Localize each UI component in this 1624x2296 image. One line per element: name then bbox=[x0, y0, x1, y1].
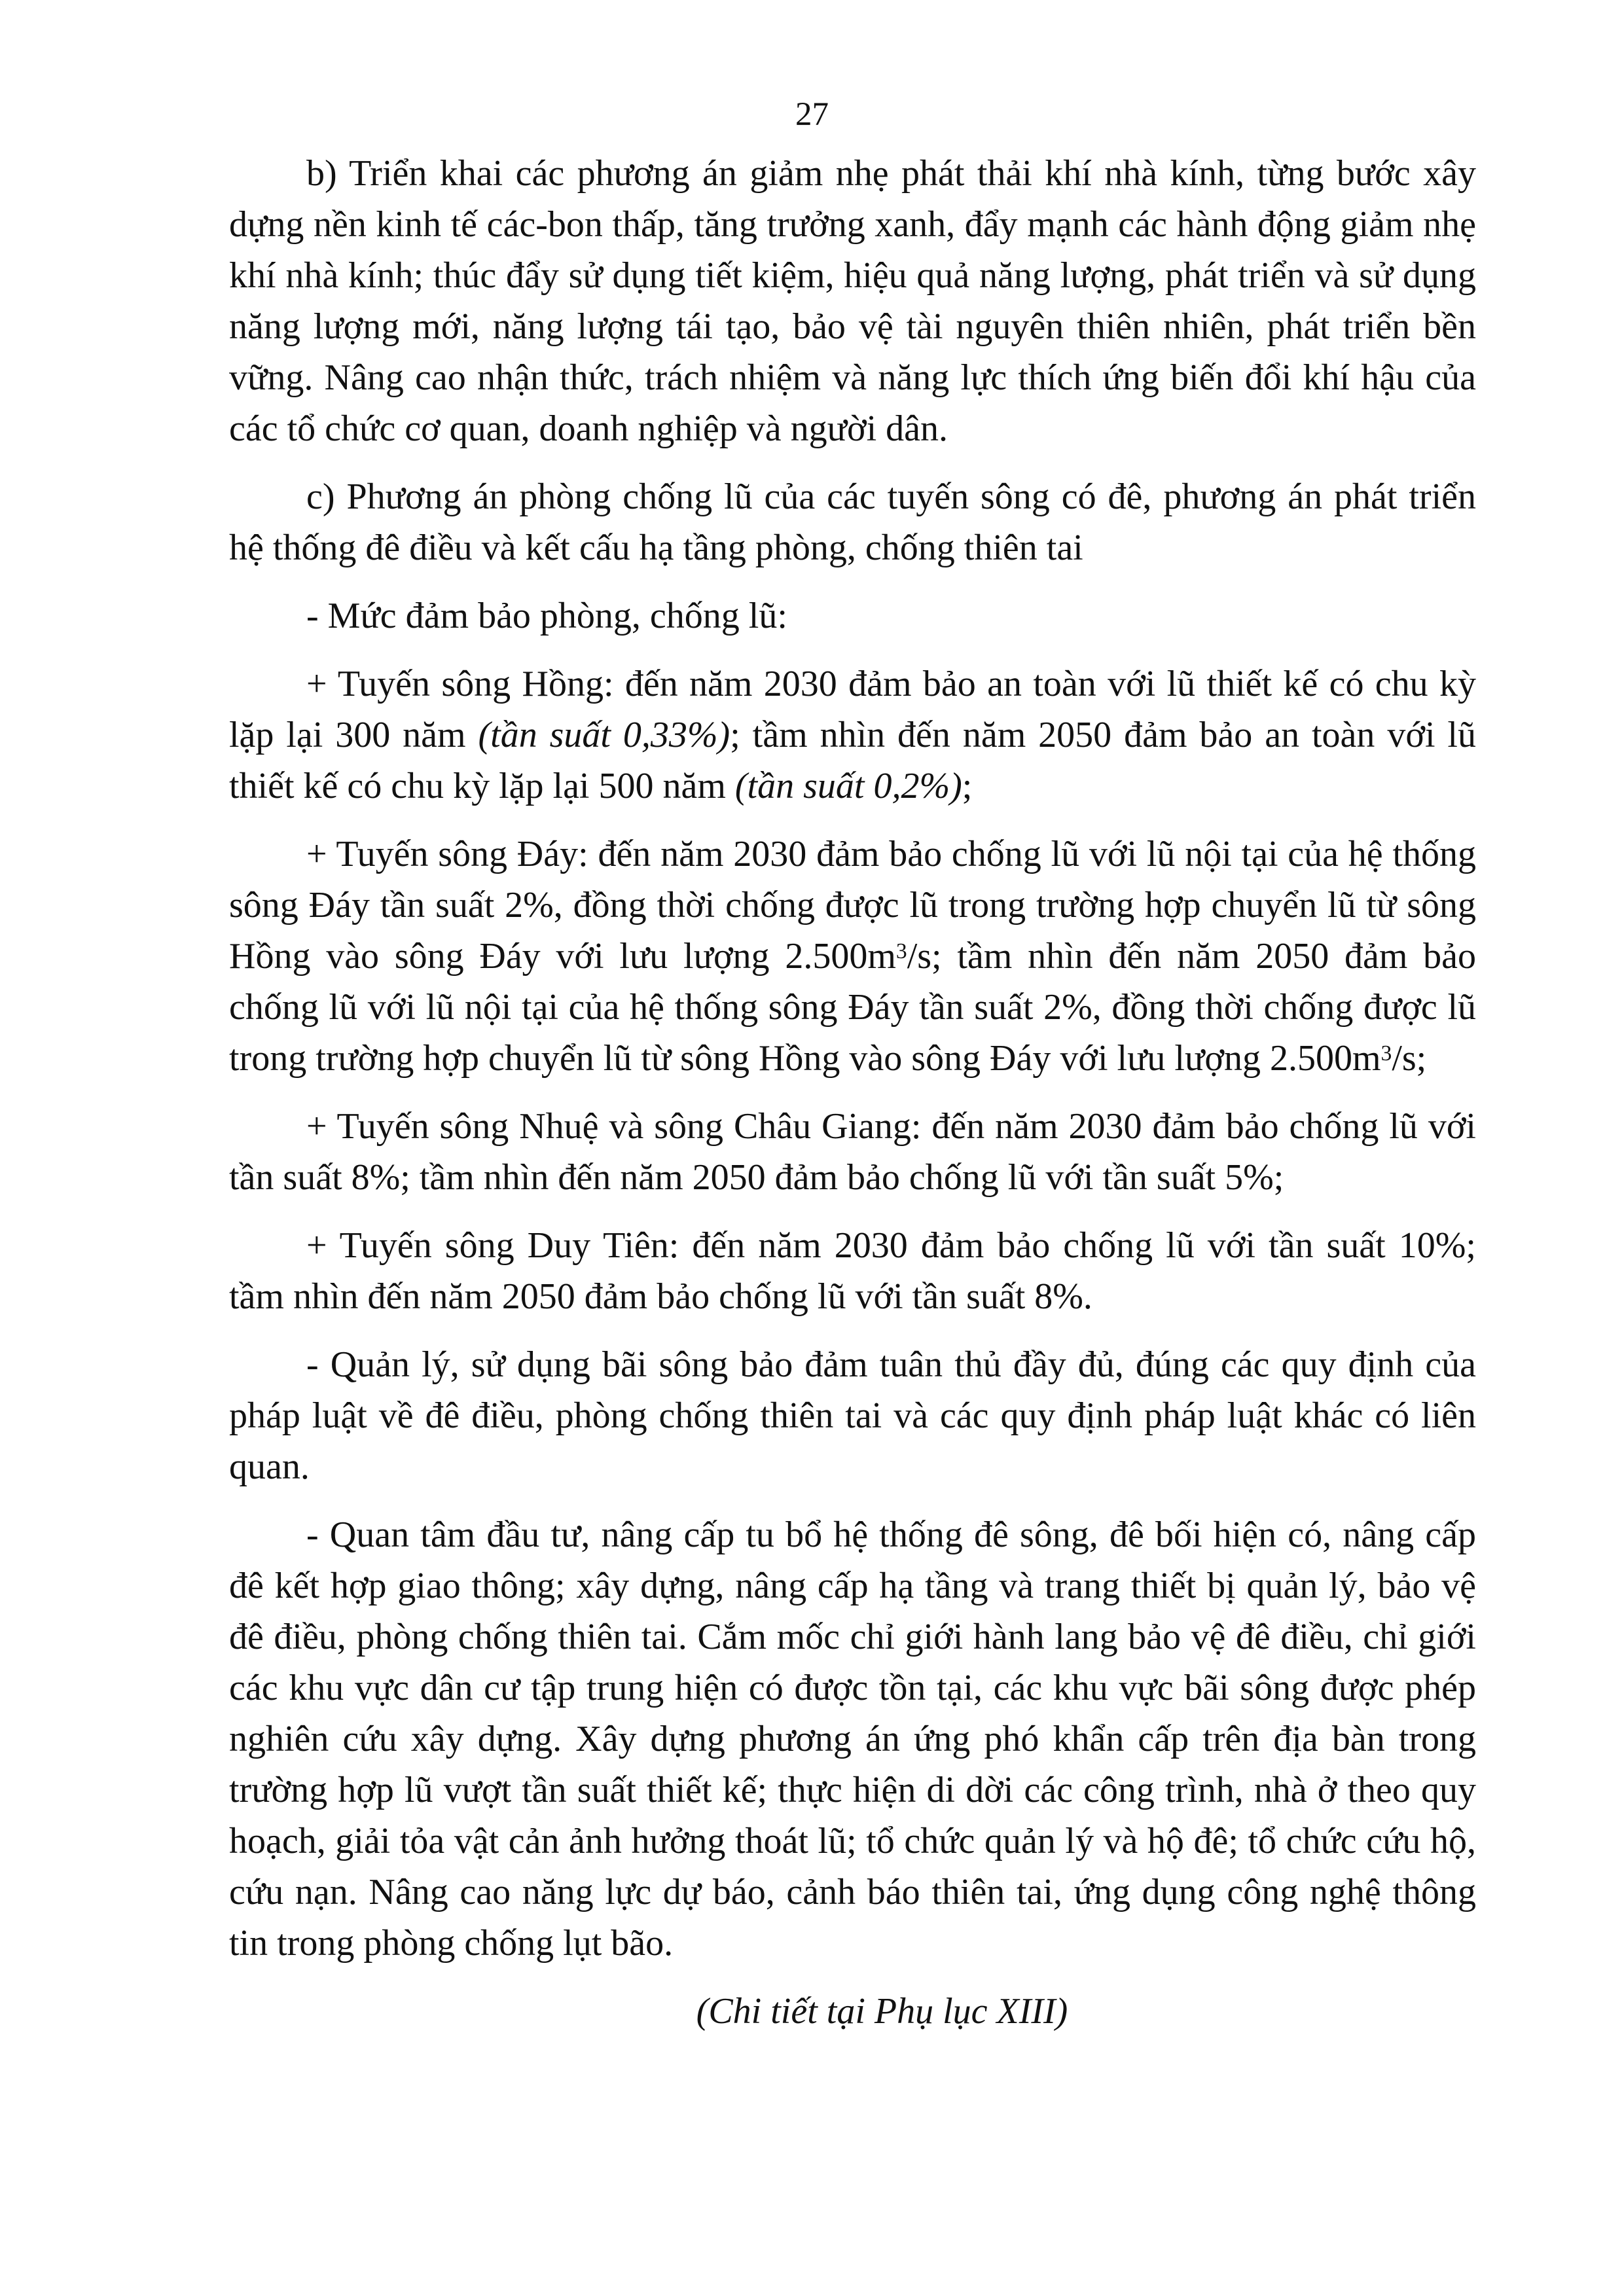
day-river-text-1: + Tuyến sông Đáy: đến năm 2030 đảm bảo chống lũ với lũ nội tại của hệ thống sông Đáy tần suất 2%, đồng thời chống được lũ trong trường hợp chuyển lũ từ sông Hồng vào sông Đáy với lưu lượng 2.500m bbox=[229, 834, 1476, 977]
paragraph-riverbank-management: - Quản lý, sử dụng bãi sông bảo đảm tuân thủ đầy đủ, đúng các quy định của pháp luật về đê điều, phòng chống thiên tai và các quy định pháp luật khác có liên quan. bbox=[229, 1344, 1476, 1487]
paragraph-flood-protection-level: - Mức đảm bảo phòng, chống lũ: bbox=[306, 596, 787, 636]
day-river-text-2: /s; tầm nhìn đến năm 2050 đảm bảo chống lũ với lũ nội tại của hệ thống sông Đáy tần suất 2%, đồng thời chống được lũ trong trường hợp chuyển lũ từ sông Hồng vào sông Đáy với lưu lượng 2.500m bbox=[229, 936, 1476, 1079]
page-number: 27 bbox=[795, 96, 829, 133]
cubic-superscript-2: 3 bbox=[1380, 1041, 1392, 1066]
paragraph-nhue-chau-giang-river: + Tuyến sông Nhuệ và sông Châu Giang: đến năm 2030 đảm bảo chống lũ với tần suất 8%; tầm nhìn đến năm 2050 đảm bảo chống lũ với tần suất 5%; bbox=[229, 1106, 1476, 1198]
appendix-reference: (Chi tiết tại Phụ lục XIII) bbox=[696, 1991, 1068, 2032]
red-river-text-1: + Tuyến sông Hồng: đến năm 2030 đảm bảo an toàn với lũ thiết kế có chu kỳ lặp lại 300 năm bbox=[229, 664, 1476, 755]
red-river-frequency-1: (tần suất 0,33%) bbox=[478, 715, 731, 755]
paragraph-b-greenhouse-mitigation: b) Triển khai các phương án giảm nhẹ phát thải khí nhà kính, từng bước xây dựng nền kinh tế các-bon thấp, tăng trưởng xanh, đẩy mạnh các hành động giảm nhẹ khí nhà kính; thúc đẩy sử dụng tiết kiệm, hiệu quả năng lượng, phát triển và sử dụng năng lượng mới, năng lượng tái tạo, bảo vệ tài nguyên thiên nhiên, phát triển bền vững. Nâng cao nhận thức, trách nhiệm và năng lực thích ứng biến đổi khí hậu của các tổ chức cơ quan, doanh nghiệp và người dân. bbox=[229, 153, 1476, 449]
paragraph-c-flood-prevention-heading: c) Phương án phòng chống lũ của các tuyến sông có đê, phương án phát triển hệ thống đê điều và kết cấu hạ tầng phòng, chống thiên tai bbox=[229, 476, 1476, 568]
day-river-text-3: /s; bbox=[1392, 1038, 1427, 1079]
red-river-frequency-2: (tần suất 0,2%) bbox=[734, 766, 962, 806]
paragraph-duy-tien-river: + Tuyến sông Duy Tiên: đến năm 2030 đảm bảo chống lũ với tần suất 10%; tầm nhìn đến năm 2050 đảm bảo chống lũ với tần suất 8%. bbox=[229, 1225, 1476, 1317]
paragraph-red-river bbox=[229, 658, 1476, 812]
document-body bbox=[229, 148, 1476, 2037]
red-river-text-2: ; tầm nhìn đến năm 2050 đảm bảo an toàn với lũ thiết kế có chu kỳ lặp lại 500 năm bbox=[229, 715, 1476, 806]
paragraph-dyke-investment: - Quan tâm đầu tư, nâng cấp tu bổ hệ thống đê sông, đê bối hiện có, nâng cấp đê kết hợp giao thông; xây dựng, nâng cấp hạ tầng và trang thiết bị quản lý, bảo vệ đê điều, phòng chống thiên tai. Cắm mốc chỉ giới hành lang bảo vệ đê điều, chỉ giới các khu vực dân cư tập trung hiện có được tồn tại, các khu vực bãi sông được phép nghiên cứu xây dựng. Xây dựng phương án ứng phó khẩn cấp trên địa bàn trong trường hợp lũ vượt tần suất thiết kế; thực hiện di dời các công trình, nhà ở theo quy hoạch, giải tỏa vật cản ảnh hưởng thoát lũ; tổ chức quản lý và hộ đê; tổ chức cứu hộ, cứu nạn. Nâng cao năng lực dự báo, cảnh báo thiên tai, ứng dụng công nghệ thông tin trong phòng chống lụt bão. bbox=[229, 1515, 1476, 1964]
red-river-text-3: ; bbox=[962, 766, 973, 806]
paragraph-day-river bbox=[229, 829, 1476, 1084]
cubic-superscript-1: 3 bbox=[895, 939, 907, 963]
